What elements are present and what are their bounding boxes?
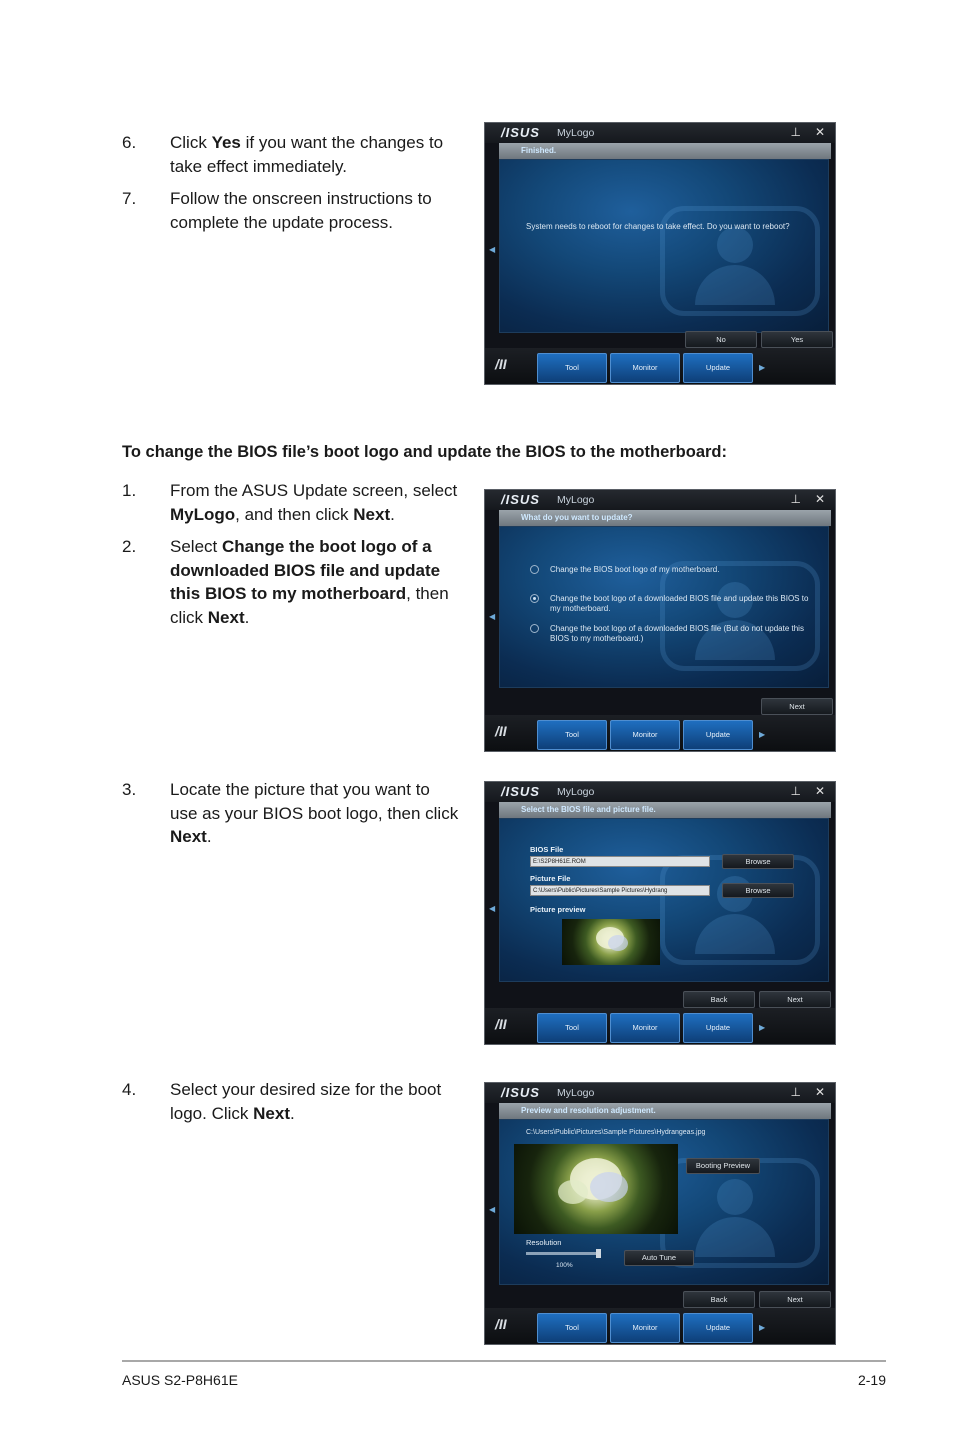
tab-tool[interactable]: Tool xyxy=(537,1013,607,1043)
minimize-icon[interactable]: ⊥ xyxy=(790,784,801,798)
tab-tool[interactable]: Tool xyxy=(537,720,607,750)
content-panel xyxy=(499,818,829,982)
resolution-slider-handle[interactable] xyxy=(596,1249,601,1258)
reboot-message: System needs to reboot for changes to take effect. Do you want to reboot? xyxy=(526,222,790,231)
close-icon[interactable]: ✕ xyxy=(814,1085,825,1099)
mylogo-window-select-files xyxy=(484,781,836,1045)
step-text: Follow the onscreen instructions to complete the update process. xyxy=(170,189,432,232)
step-number: 1. xyxy=(122,481,137,500)
section-heading: To change the BIOS file’s boot logo and update the BIOS to the motherboard: xyxy=(122,443,728,461)
step-number: 3. xyxy=(122,780,137,799)
title-bar xyxy=(485,123,835,143)
content-panel xyxy=(499,1119,829,1285)
option-radio-2[interactable] xyxy=(530,594,539,603)
user-silhouette-icon xyxy=(660,855,820,965)
left-arrow-icon[interactable]: ◀ xyxy=(489,904,496,913)
mylogo-window-finished xyxy=(484,122,836,385)
footer-logo: /II xyxy=(495,1016,507,1032)
right-arrow-icon[interactable]: ▶ xyxy=(759,1323,766,1332)
bios-file-input[interactable]: E:\S2P8H61E.ROM xyxy=(530,856,710,867)
resolution-value: 100% xyxy=(556,1262,573,1269)
app-name: MyLogo xyxy=(557,1087,595,1099)
title-bar xyxy=(485,782,835,802)
back-button[interactable]: Back xyxy=(683,991,755,1008)
asus-logo: /ISUS xyxy=(501,125,540,140)
step-number: 4. xyxy=(122,1080,137,1099)
picture-browse-button[interactable]: Browse xyxy=(722,883,794,898)
yes-button[interactable]: Yes xyxy=(761,331,833,348)
step-text: Select your desired size for the boot logo. Click Next. xyxy=(170,1080,442,1123)
tab-monitor[interactable]: Monitor xyxy=(610,1013,680,1043)
status-banner: What do you want to update? xyxy=(499,510,831,526)
minimize-icon[interactable]: ⊥ xyxy=(790,1085,801,1099)
picture-file-label: Picture File xyxy=(530,874,571,883)
footer-logo: /II xyxy=(495,356,507,372)
auto-tune-button[interactable]: Auto Tune xyxy=(624,1250,694,1266)
tab-tool[interactable]: Tool xyxy=(537,1313,607,1343)
tab-monitor[interactable]: Monitor xyxy=(610,353,680,383)
content-panel xyxy=(499,526,829,688)
option-label-1: Change the BIOS boot logo of my motherboard. xyxy=(550,565,720,574)
resolution-label: Resolution xyxy=(526,1238,562,1247)
step-number: 7. xyxy=(122,189,137,208)
next-button[interactable]: Next xyxy=(759,1291,831,1308)
tab-update[interactable]: Update xyxy=(683,1313,753,1343)
title-bar xyxy=(485,1083,835,1103)
back-button[interactable]: Back xyxy=(683,1291,755,1308)
app-footer xyxy=(485,715,835,751)
step-text: Select Change the boot logo of a downloaded BIOS file and update this BIOS to my motherboard, then click Next. xyxy=(170,537,449,627)
tab-update[interactable]: Update xyxy=(683,353,753,383)
picture-file-input[interactable]: C:\Users\Public\Pictures\Sample Pictures\Hydrang xyxy=(530,885,710,896)
footer-rule xyxy=(122,1360,886,1362)
picture-path: C:\Users\Public\Pictures\Sample Pictures\Hydrangeas.jpg xyxy=(526,1129,706,1136)
app-name: MyLogo xyxy=(557,494,595,506)
step-number: 2. xyxy=(122,537,137,556)
resolution-slider[interactable] xyxy=(526,1252,600,1255)
next-button[interactable]: Next xyxy=(761,698,833,715)
close-icon[interactable]: ✕ xyxy=(814,125,825,139)
status-banner: Preview and resolution adjustment. xyxy=(499,1103,831,1119)
step-number: 6. xyxy=(122,133,137,152)
bios-browse-button[interactable]: Browse xyxy=(722,854,794,869)
app-footer xyxy=(485,1008,835,1044)
picture-preview-label: Picture preview xyxy=(530,905,586,914)
footer-logo: /II xyxy=(495,723,507,739)
option-label-3: Change the boot logo of a downloaded BIOS file (But do not update this BIOS to my motherboard.) xyxy=(550,624,804,643)
content-panel xyxy=(499,159,829,333)
status-banner: Select the BIOS file and picture file. xyxy=(499,802,831,818)
app-name: MyLogo xyxy=(557,127,595,139)
title-bar xyxy=(485,490,835,510)
tab-update[interactable]: Update xyxy=(683,720,753,750)
user-silhouette-icon xyxy=(660,561,820,671)
option-label-2: Change the boot logo of a downloaded BIOS file and update this BIOS to my motherboard. xyxy=(550,594,809,613)
right-arrow-icon[interactable]: ▶ xyxy=(759,1023,766,1032)
option-radio-3[interactable] xyxy=(530,624,539,633)
footer-page-number: 2-19 xyxy=(857,1372,886,1388)
next-button[interactable]: Next xyxy=(759,991,831,1008)
step-text: Click Yes if you want the changes to take effect immediately. xyxy=(170,133,444,176)
bios-file-label: BIOS File xyxy=(530,845,564,854)
left-arrow-icon[interactable]: ◀ xyxy=(489,245,496,254)
step-text: From the ASUS Update screen, select MyLogo, and then click Next. xyxy=(170,481,458,524)
asus-logo: /ISUS xyxy=(501,492,540,507)
booting-preview-button[interactable]: Booting Preview xyxy=(686,1158,760,1174)
hydrangea-preview-image xyxy=(562,919,660,965)
right-arrow-icon[interactable]: ▶ xyxy=(759,730,766,739)
mylogo-window-options xyxy=(484,489,836,752)
left-arrow-icon[interactable]: ◀ xyxy=(489,612,496,621)
asus-logo: /ISUS xyxy=(501,1085,540,1100)
tab-update[interactable]: Update xyxy=(683,1013,753,1043)
app-name: MyLogo xyxy=(557,786,595,798)
app-footer xyxy=(485,1308,835,1344)
hydrangea-preview-image xyxy=(514,1144,678,1234)
no-button[interactable]: No xyxy=(685,331,757,348)
close-icon[interactable]: ✕ xyxy=(814,784,825,798)
asus-logo: /ISUS xyxy=(501,784,540,799)
footer-model: ASUS S2-P8H61E xyxy=(122,1372,238,1388)
app-footer xyxy=(485,348,835,384)
left-arrow-icon[interactable]: ◀ xyxy=(489,1205,496,1214)
minimize-icon[interactable]: ⊥ xyxy=(790,492,801,506)
status-banner: Finished. xyxy=(499,143,831,159)
tab-tool[interactable]: Tool xyxy=(537,353,607,383)
footer-logo: /II xyxy=(495,1316,507,1332)
tab-monitor[interactable]: Monitor xyxy=(610,1313,680,1343)
option-radio-1[interactable] xyxy=(530,565,539,574)
right-arrow-icon[interactable]: ▶ xyxy=(759,363,766,372)
minimize-icon[interactable]: ⊥ xyxy=(790,125,801,139)
mylogo-window-preview xyxy=(484,1082,836,1345)
step-text: Locate the picture that you want to use as your BIOS boot logo, then click Next. xyxy=(170,780,459,846)
close-icon[interactable]: ✕ xyxy=(814,492,825,506)
tab-monitor[interactable]: Monitor xyxy=(610,720,680,750)
